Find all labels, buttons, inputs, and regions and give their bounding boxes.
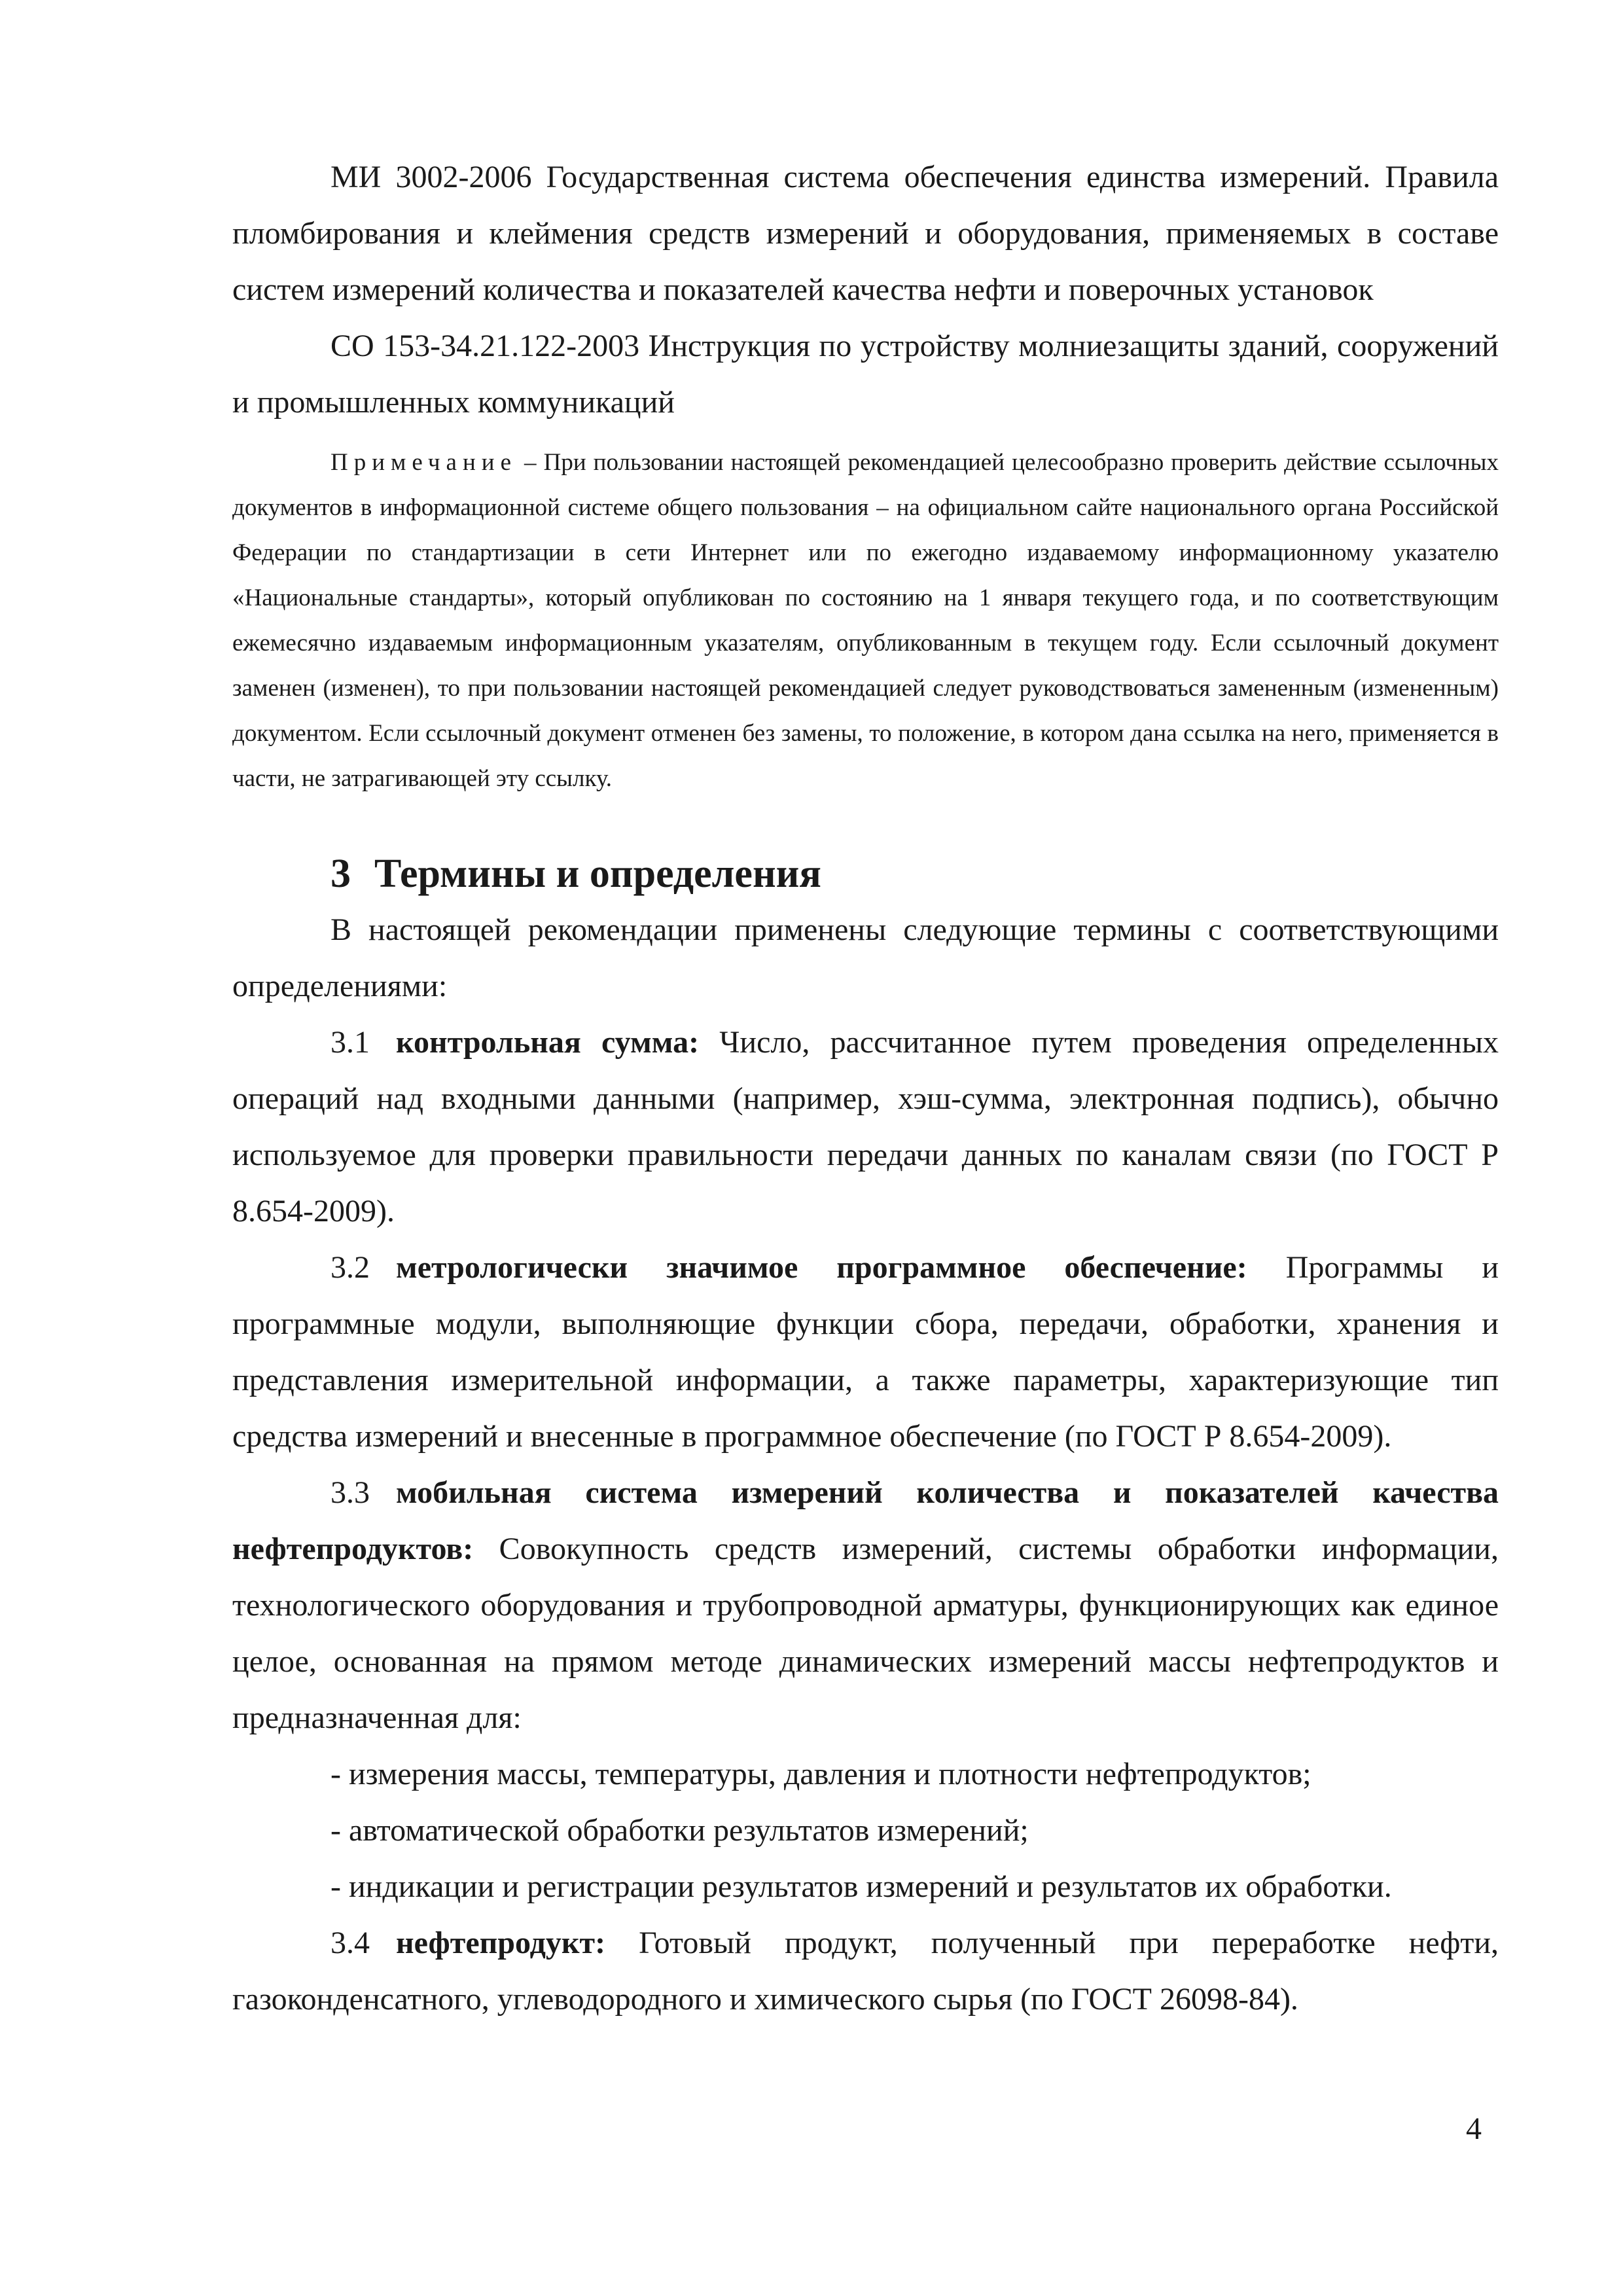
- note-label: Примечание: [330, 449, 517, 476]
- section-heading: [330, 846, 1499, 902]
- term-number: 3.2: [330, 1250, 370, 1285]
- term-number: 3.4: [330, 1926, 370, 1960]
- term-3-3: [232, 1465, 1499, 1746]
- term-3-4: [232, 1915, 1499, 2028]
- document-page: [232, 149, 1499, 2028]
- list-item: - измерения массы, температуры, давления и плотности нефтепродуктов;: [330, 1757, 1311, 1791]
- note-dash: –: [517, 449, 544, 476]
- term-name: метрологически значимое программное обеспечение:: [396, 1250, 1247, 1285]
- term-3-1: [232, 1014, 1499, 1240]
- page-number: 4: [1466, 2111, 1482, 2146]
- term-number: 3.3: [330, 1475, 370, 1510]
- list-item: - индикации и регистрации результатов измерений и результатов их обработки.: [330, 1869, 1392, 1904]
- note-paragraph: [232, 440, 1499, 801]
- term-definition: Число, рассчитанное путем проведения определенных операций над входными данными (например, хэш-сумма, электронная подпись), обычно используемое для проверки правильности передачи данных по каналам связи (по ГОСТ Р 8.654-2009).: [232, 1025, 1499, 1229]
- term-definition: Совокупность средств измерений, системы обработки информации, технологического оборудования и трубопроводной арматуры, функционирующих как единое целое, основанная на прямом методе динамических измерений массы нефтепродуктов и предназначенная для:: [232, 1532, 1499, 1735]
- list-item: - автоматической обработки результатов измерений;: [330, 1813, 1029, 1848]
- section-intro: В настоящей рекомендации применены следующие термины с соответствующими определениями:: [232, 912, 1499, 1003]
- term-3-2: [232, 1240, 1499, 1465]
- term-definition: Программы и программные модули, выполняющие функции сбора, передачи, обработки, хранения и представления измерительной информации, а также параметры, характеризующие тип средства измерений и внесенные в программное обеспечение (по ГОСТ Р 8.654-2009).: [232, 1250, 1499, 1454]
- section-number: 3: [330, 852, 351, 896]
- reference-so-153: СО 153-34.21.122-2003 Инструкция по устройству молниезащиты зданий, сооружений и промышленных коммуникаций: [232, 329, 1499, 420]
- term-name: нефтепродукт:: [396, 1926, 606, 1960]
- note-text: При пользовании настоящей рекомендацией целесообразно проверить действие ссылочных документов в информационной системе общего пользования – на официальном сайте национального органа Российской Федерации по стандартизации в сети Интернет или по ежегодно издаваемому информационному указателю «Национальные стандарты», который опубликован по состоянию на 1 января текущего года, и по соответствующим ежемесячно издаваемым информационным указателям, опубликованным в текущем году. Если ссылочный документ заменен (изменен), то при пользовании настоящей рекомендацией следует руководствоваться замененным (измененным) документом. Если ссылочный документ отменен без замены, то положение, в котором дана ссылка на него, применяется в части, не затрагивающей эту ссылку.: [232, 449, 1499, 792]
- reference-mi-3002: МИ 3002-2006 Государственная система обеспечения единства измерений. Правила пломбирования и клеймения средств измерений и оборудования, применяемых в составе систем измерений количества и показателей качества нефти и поверочных установок: [232, 160, 1499, 307]
- term-number: 3.1: [330, 1025, 370, 1060]
- section-title: Термины и определения: [374, 852, 821, 896]
- term-definition: Готовый продукт, полученный при переработке нефти, газоконденсатного, углеводородного и химического сырья (по ГОСТ 26098-84).: [232, 1926, 1499, 2017]
- term-name: контрольная сумма:: [396, 1025, 700, 1060]
- term-name: мобильная система измерений количества и показателей качества нефтепродуктов:: [232, 1475, 1499, 1566]
